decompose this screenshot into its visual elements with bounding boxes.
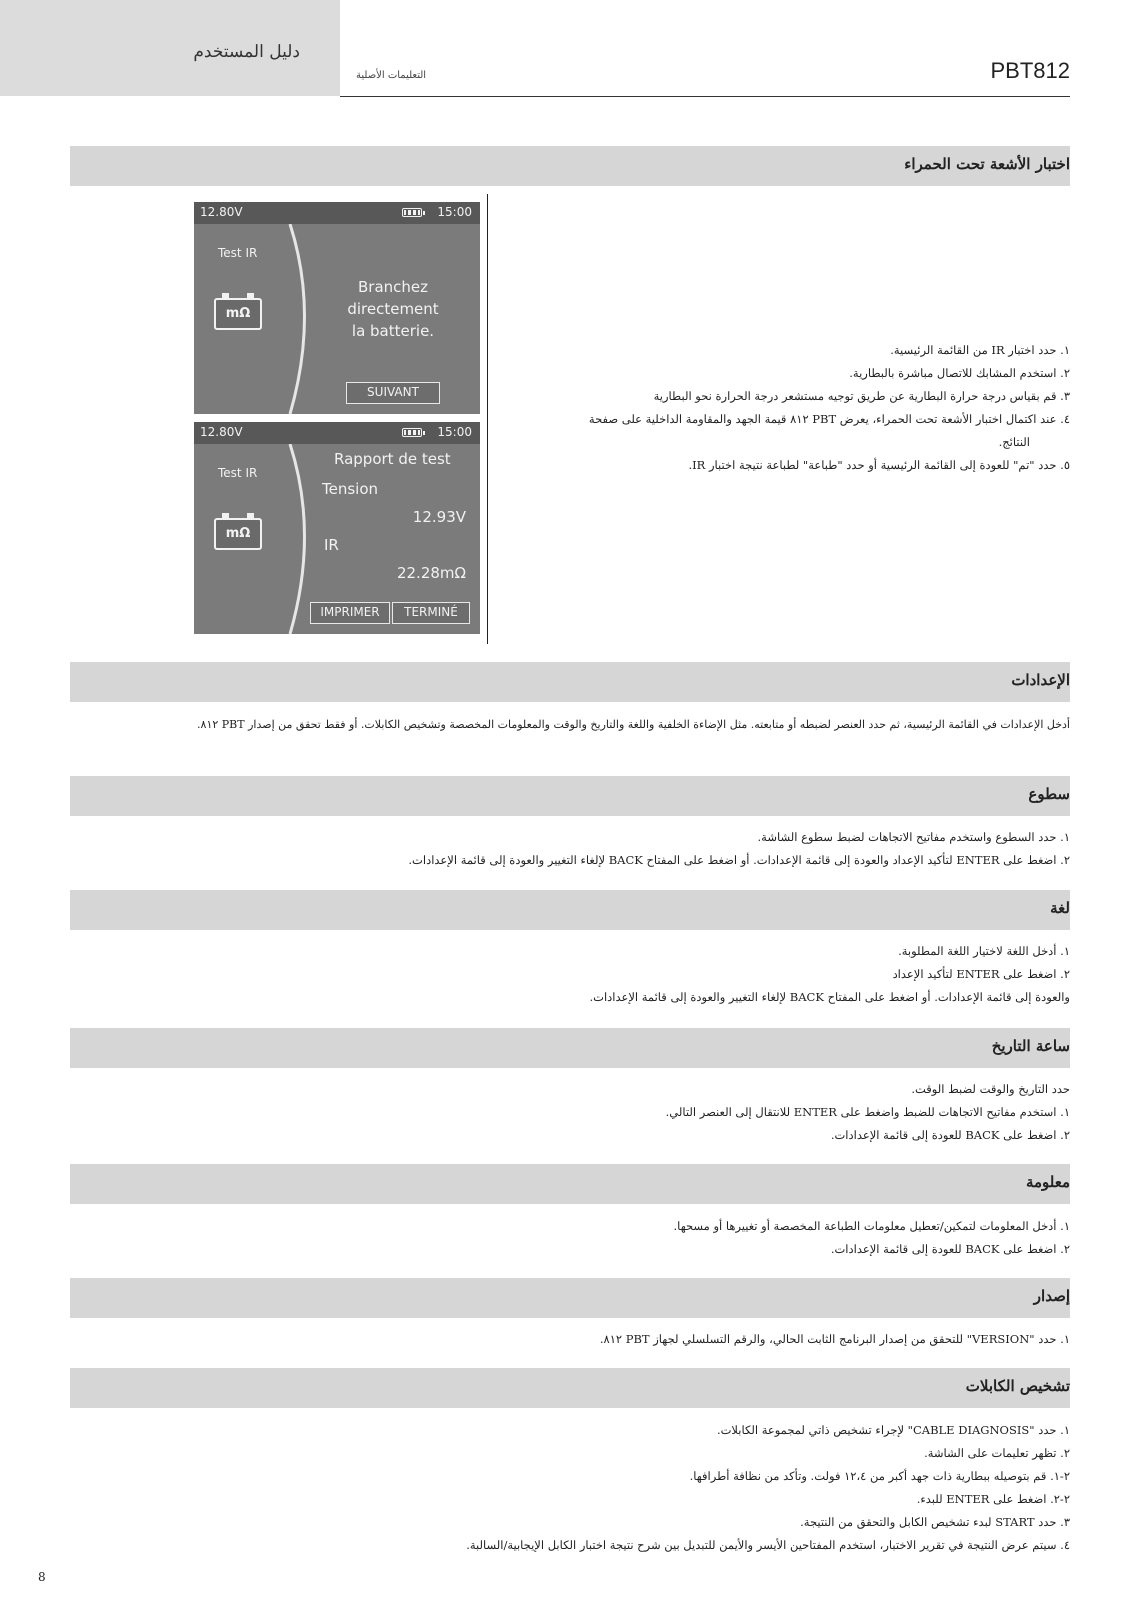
ir-step-2: ٢. استخدم المشابك للاتصال مباشرة بالبطارية. — [849, 366, 1070, 380]
test-ir-label: Test IR — [218, 246, 258, 260]
section-title: تشخيص الكابلات — [965, 1377, 1070, 1395]
ir-step-1: ١. حدد اختبار IR من القائمة الرئيسية. — [890, 343, 1070, 357]
device-screen-connect — [194, 202, 480, 414]
ir-value: 22.28mΩ — [396, 564, 466, 582]
information-step-1: ١. أدخل المعلومات لتمكين/تعطيل معلومات الطباعة المخصصة أو تغييرها أو مسحها. — [673, 1219, 1070, 1233]
section-title: ساعة التاريخ — [991, 1037, 1070, 1055]
version-step-1: ١. حدد "VERSION" للتحقق من إصدار البرنامج الثابت الحالي، والرقم التسلسلي لجهاز PBT ٨١٢. — [599, 1332, 1070, 1346]
print-button[interactable]: IMPRIMER — [310, 602, 390, 624]
ir-step-4-cont: النتائج. — [998, 435, 1030, 449]
battery-icon — [402, 428, 422, 437]
ir-step-3: ٣. قم بقياس درجة حرارة البطارية عن طريق توجيه مستشعر درجة الحرارة نحو البطارية — [653, 389, 1070, 403]
figure-divider — [487, 194, 488, 644]
section-title: الإعدادات — [1011, 671, 1070, 689]
tension-value: 12.93V — [412, 508, 466, 526]
section-ir-test — [70, 146, 1070, 186]
connect-message-line-1: Branchez — [357, 278, 428, 296]
guide-title: دليل المستخدم — [193, 42, 300, 62]
report-title: Rapport de test — [334, 450, 451, 468]
connect-message-line-2: directement — [347, 300, 439, 318]
section-version — [70, 1278, 1070, 1318]
battery-ohm-icon: mΩ — [214, 518, 262, 550]
brightness-step-2: ٢. اضغط على ENTER لتأكيد الإعداد والعودة إلى قائمة الإعدادات. أو اضغط على المفتاح BACK لإلغاء التغيير والعودة إلى قائمة الإعدادات. — [408, 853, 1070, 867]
header-rule — [340, 96, 1070, 97]
cable-step-2-2: ٢-٢. اضغط على ENTER للبدء. — [916, 1492, 1070, 1506]
information-step-2: ٢. اضغط على BACK للعودة إلى قائمة الإعدادات. — [830, 1242, 1070, 1256]
section-title: اختبار الأشعة تحت الحمراء — [904, 155, 1070, 173]
language-step-2: ٢. اضغط على ENTER لتأكيد الإعداد — [892, 967, 1070, 981]
section-settings — [70, 662, 1070, 702]
cable-step-2-1: ٢-١. قم بتوصيله ببطارية ذات جهد أكبر من ١٢،٤ فولت. وتأكد من نظافة أطرافها. — [689, 1469, 1070, 1483]
section-title: سطوع — [1028, 785, 1070, 803]
section-clock — [70, 1028, 1070, 1068]
brightness-step-1: ١. حدد السطوع واستخدم مفاتيح الاتجاهات لضبط سطوع الشاشة. — [757, 830, 1070, 844]
section-title: إصدار — [1033, 1287, 1070, 1305]
done-button[interactable]: TERMINÉ — [392, 602, 470, 624]
status-bar — [194, 422, 480, 444]
battery-ohm-icon: mΩ — [214, 298, 262, 330]
voltage-readout: 12.80V — [200, 205, 243, 219]
section-language — [70, 890, 1070, 930]
model-name: PBT812 — [990, 58, 1070, 83]
page-number: 8 — [38, 1570, 46, 1584]
clock-readout: 15:00 — [437, 425, 472, 439]
header-box — [0, 0, 340, 96]
next-button[interactable]: SUIVANT — [346, 382, 440, 404]
clock-step-1: ١. استخدم مفاتيح الاتجاهات للضبط واضغط على ENTER للانتقال إلى العنصر التالي. — [665, 1105, 1070, 1119]
section-cable-diagnosis — [70, 1368, 1070, 1408]
ir-step-4: ٤. عند اكتمال اختبار الأشعة تحت الحمراء، يعرض PBT ٨١٢ قيمة الجهد والمقاومة الداخلية على صفحة — [588, 412, 1070, 426]
clock-readout: 15:00 — [437, 205, 472, 219]
cable-step-3: ٣. حدد START لبدء تشخيص الكابل والتحقق من النتيجة. — [800, 1515, 1070, 1529]
section-brightness — [70, 776, 1070, 816]
status-bar — [194, 202, 480, 224]
ir-label: IR — [324, 536, 339, 554]
connect-message-line-3: la batterie. — [351, 322, 435, 340]
tension-label: Tension — [322, 480, 379, 498]
voltage-readout: 12.80V — [200, 425, 243, 439]
clock-intro: حدد التاريخ والوقت لضبط الوقت. — [911, 1082, 1070, 1096]
header-subtitle: التعليمات الأصلية — [356, 70, 427, 81]
language-step-1: ١. أدخل اللغة لاختيار اللغة المطلوبة. — [898, 944, 1070, 958]
device-screen-report — [194, 422, 480, 634]
section-information — [70, 1164, 1070, 1204]
section-title: معلومة — [1025, 1173, 1070, 1191]
cable-step-2: ٢. تظهر تعليمات على الشاشة. — [924, 1446, 1070, 1460]
ir-step-5: ٥. حدد "تم" للعودة إلى القائمة الرئيسية أو حدد "طباعة" لطباعة نتيجة اختبار IR. — [688, 458, 1070, 472]
cable-step-4: ٤. سيتم عرض النتيجة في تقرير الاختبار، استخدم المفتاحين الأيسر والأيمن للتبديل بين شرح نتيجة اختبار الكابل الإيجابية/السالبة. — [466, 1538, 1070, 1552]
cable-step-1: ١. حدد "CABLE DIAGNOSIS" لإجراء تشخيص ذاتي لمجموعة الكابلات. — [716, 1423, 1070, 1437]
language-step-2-cont: والعودة إلى قائمة الإعدادات. أو اضغط على المفتاح BACK لإلغاء التغيير والعودة إلى قائمة الإعدادات. — [589, 990, 1070, 1004]
battery-icon — [402, 208, 422, 217]
settings-text: أدخل الإعدادات في القائمة الرئيسية، ثم حدد العنصر لضبطه أو متابعته. مثل الإضاءة الخلفية واللغة والتاريخ والوقت والمعلومات المخصصة وتشخيص الكابلات. أو فقط تحقق من إصدار PBT ٨١٢. — [197, 718, 1070, 731]
clock-step-2: ٢. اضغط على BACK للعودة إلى قائمة الإعدادات. — [830, 1128, 1070, 1142]
section-title: لغة — [1050, 899, 1070, 917]
test-ir-label: Test IR — [218, 466, 258, 480]
